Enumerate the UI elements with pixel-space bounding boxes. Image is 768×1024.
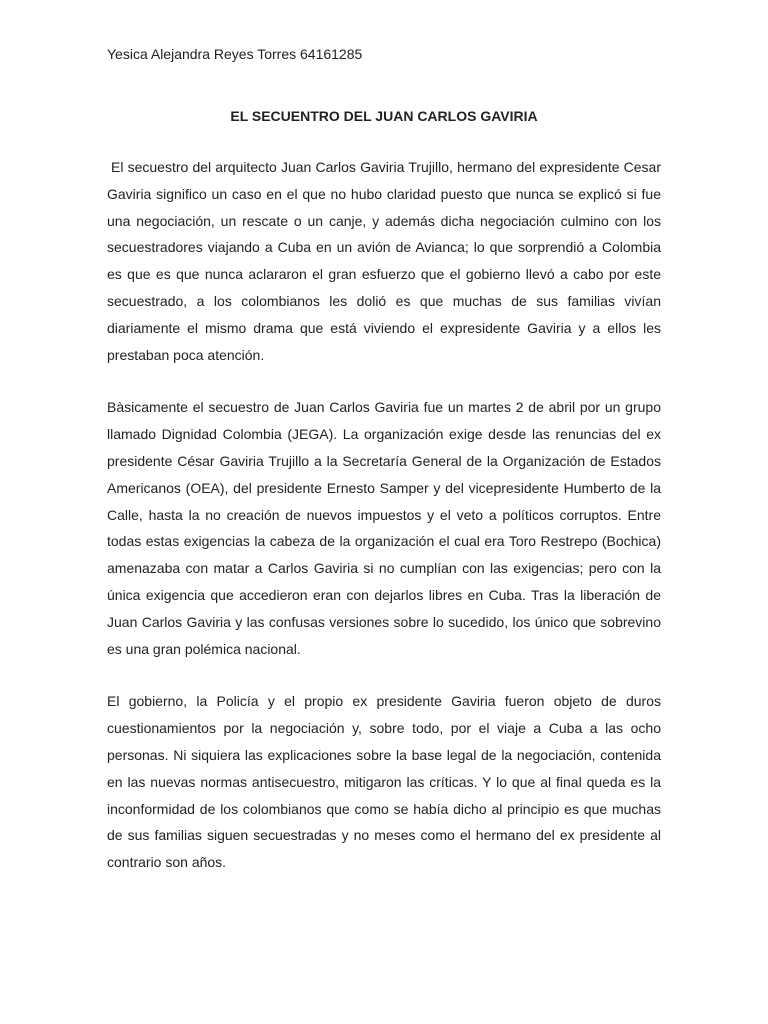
body-paragraph-1: El secuestro del arquitecto Juan Carlos Gaviria Trujillo, hermano del expresidente Cesar Gaviria significo un caso en el que no hubo claridad puesto que nunca se explicó si fue una negociación, un rescate o un canje, y además dicha negociación culmino con los secuestradores viajando a Cuba en un avión de Avianca; lo que sorprendió a Colombia es que es que nunca aclararon el gran esfuerzo que el gobierno llevó a cabo por este secuestrado, a los colombianos les dolió es que muchas de sus familias vivían diariamente el mismo drama que está viviendo el expresidente Gaviria y a ellos les prestaban poca atención. bbox=[107, 159, 661, 363]
author-line: Yesica Alejandra Reyes Torres 64161285 bbox=[107, 46, 363, 62]
document-title: EL SECUENTRO DEL JUAN CARLOS GAVIRIA bbox=[230, 108, 538, 124]
body-paragraph-2: Bàsicamente el secuestro de Juan Carlos Gaviria fue un martes 2 de abril por un grupo llamado Dignidad Colombia (JEGA). La organización exige desde las renuncias del ex presidente César Gaviria Trujillo a la Secretaría General de la Organización de Estados Americanos (OEA), del presidente Ernesto Samper y del vicepresidente Humberto de la Calle, hasta la no creación de nuevos impuestos y el veto a políticos corruptos. Entre todas estas exigencias la cabeza de la organización el cual era Toro Restrepo (Bochica) amenazaba con matar a Carlos Gaviria si no cumplían con las exigencias; pero con la única exigencia que accedieron eran con dejarlos libres en Cuba. Tras la liberación de Juan Carlos Gaviria y las confusas versiones sobre lo sucedido, los único que sobrevino es una gran polémica nacional. bbox=[107, 399, 661, 657]
body-paragraph-3: El gobierno, la Policía y el propio ex presidente Gaviria fueron objeto de duros cuestionamientos por la negociación y, sobre todo, por el viaje a Cuba a las ocho personas. Ni siquiera las explicaciones sobre la base legal de la negociación, contenida en las nuevas normas antisecuestro, mitigaron las críticas. Y lo que al final queda es la inconformidad de los colombianos que como se había dicho al principio es que muchas de sus familias siguen secuestradas y no meses como el hermano del ex presidente al contrario son años. bbox=[107, 693, 661, 871]
